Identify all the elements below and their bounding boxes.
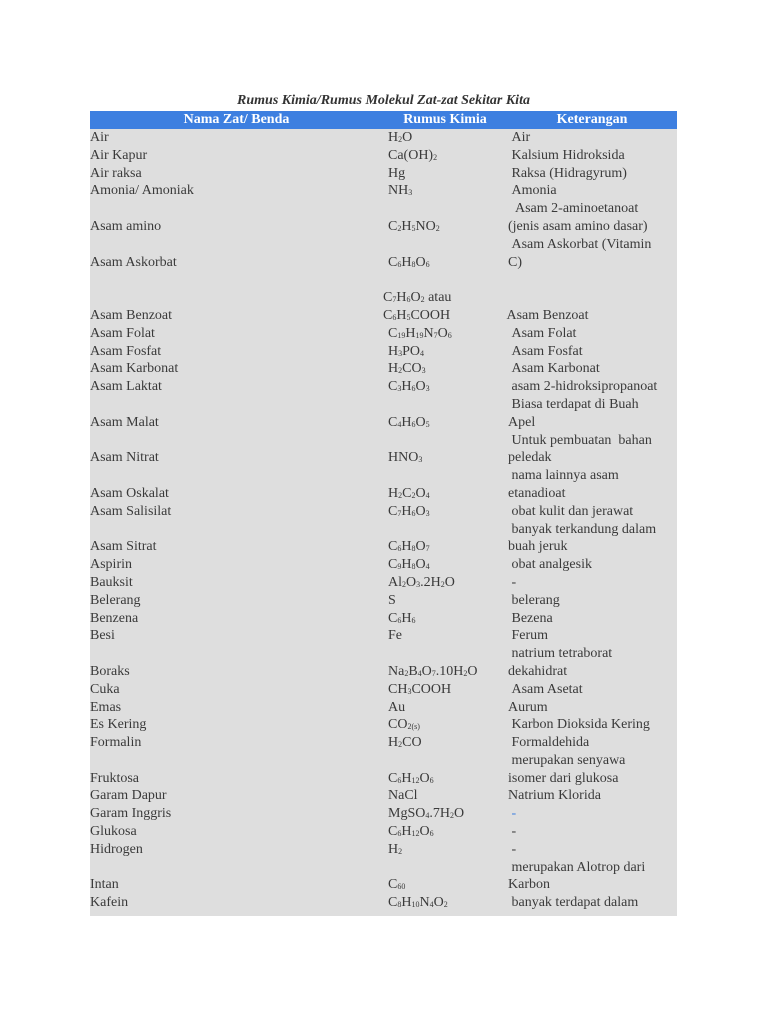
substance-name: Air Kapur	[90, 147, 148, 163]
substance-name: Asam Sitrat	[90, 539, 157, 555]
description: Asam Benzoat	[503, 307, 589, 323]
table-row	[90, 592, 677, 610]
description: natrium tetraborat dekahidrat	[508, 646, 613, 679]
header-name: Nama Zat/ Benda	[183, 112, 290, 127]
chemical-formula: $H_2O$	[388, 130, 413, 145]
chemical-formula: $C_7H_6O_3$	[388, 503, 430, 519]
chemical-formula: $C_2H_5NO_2$	[388, 218, 440, 234]
description: Karbon Dioksida Kering	[508, 717, 650, 733]
description: Raksa (Hidragyrum)	[508, 165, 627, 181]
description: Natrium Klorida	[508, 788, 601, 804]
chemical-formula: $H_2CO$	[388, 735, 422, 751]
description: Asam Folat	[508, 325, 577, 341]
description: obat kulit dan jerawat	[508, 503, 634, 519]
table-row	[90, 200, 677, 236]
chemical-formula: $CO_{2(s)}$	[388, 717, 420, 733]
substance-name: Benzena	[90, 610, 139, 626]
substance-name: Asam Folat	[90, 325, 155, 341]
table-header-row	[90, 111, 677, 129]
chemical-formula: $Ca(OH)_2$	[388, 147, 438, 163]
substance-name: Asam Oskalat	[90, 485, 169, 501]
chemical-formula-table	[90, 111, 677, 916]
table-row	[90, 823, 677, 841]
substance-name: Emas	[90, 699, 122, 715]
chemical-formula: $C_8H_{10}N_4O_2$	[388, 895, 448, 911]
table-row	[90, 360, 677, 378]
description: -	[508, 806, 517, 822]
description: merupakan Alotrop dari Karbon	[508, 859, 646, 893]
table-row	[90, 841, 677, 859]
chemical-formula: $C_{60}$	[388, 877, 406, 893]
description: Biasa terdapat di Buah Apel	[508, 396, 639, 430]
table-row	[90, 289, 677, 325]
substance-name: Air raksa	[90, 165, 142, 181]
substance-name: Asam Malat	[90, 414, 159, 430]
table-row	[90, 645, 677, 681]
table-row	[90, 343, 677, 361]
description: Formaldehida	[508, 735, 590, 751]
table-row	[90, 147, 677, 165]
substance-name: Amonia/ Amoniak	[90, 183, 194, 199]
table-row	[90, 396, 677, 432]
description: asam 2-hidroksipropanoat	[508, 379, 658, 395]
document-title: Rumus Kimia/Rumus Molekul Zat-zat Sekitar Kita	[237, 93, 530, 108]
header-formula: Rumus Kimia	[403, 112, 487, 127]
substance-name: Asam Laktat	[90, 379, 162, 395]
table-row	[90, 859, 677, 895]
chemical-formula: $C_6H_8O_7$	[388, 539, 430, 555]
table-row	[90, 325, 677, 343]
chemical-formula: $CH_3COOH$	[388, 681, 452, 697]
substance-name: Asam amino	[90, 218, 162, 234]
chemical-formula: $H_3PO_4$	[388, 343, 425, 359]
description: Bezena	[508, 610, 553, 626]
chemical-formula: $HNO_3$	[388, 450, 423, 466]
table-row	[90, 627, 677, 645]
substance-name: Formalin	[90, 735, 142, 751]
substance-name: Asam Salisilat	[90, 503, 172, 519]
description: Asam 2-aminoetanoat (jenis asam amino dasar)	[508, 201, 648, 234]
table-row	[90, 129, 677, 147]
chemical-formula: $C_6H_8O_6$	[388, 254, 430, 270]
description: Asam Karbonat	[508, 361, 600, 377]
chemical-formula: $C_4H_6O_5$	[388, 414, 430, 430]
chemical-formula: $Al_2O_3.2H_2O$	[388, 574, 455, 590]
header-description: Keterangan	[556, 112, 628, 127]
chemical-formula: $C_{19}H_{19}N_7O_6$	[388, 325, 452, 341]
chemical-formula: $C_6H_6$	[388, 610, 416, 626]
table-row	[90, 894, 677, 912]
substance-name: Asam Benzoat	[90, 307, 173, 323]
chemical-formula: $C_6H_{12}O_6$	[388, 770, 434, 786]
chemical-formula: $C_3H_6O_3$	[388, 379, 430, 395]
table-body	[90, 129, 677, 916]
table-row	[90, 681, 677, 699]
table-row	[90, 432, 677, 468]
chemical-formula: Au	[388, 699, 406, 715]
substance-name: Garam Inggris	[90, 806, 172, 822]
table-row	[90, 610, 677, 628]
table-row	[90, 236, 677, 289]
description: Asam Askorbat (Vitamin C)	[508, 236, 652, 270]
description: banyak terdapat dalam	[508, 895, 639, 911]
chemical-formula: $H_2CO_3$	[388, 361, 426, 377]
chemical-formula: $Na_2B_4O_7.10H_2O$	[388, 663, 478, 679]
substance-name: Asam Fosfat	[90, 343, 162, 359]
substance-name: Air	[90, 130, 109, 145]
substance-name: Intan	[90, 877, 119, 893]
chemical-formula: $MgSO_4.7H_2O$	[388, 806, 465, 822]
substance-name: Belerang	[90, 592, 141, 608]
table-row	[90, 182, 677, 200]
description: Amonia	[508, 183, 557, 199]
table-row	[90, 503, 677, 521]
substance-name: Boraks	[90, 663, 130, 679]
table-row	[90, 716, 677, 734]
description: belerang	[508, 592, 560, 608]
description: -	[508, 574, 517, 590]
chemical-formula: $C_6H_{12}O_6$	[388, 824, 434, 840]
substance-name: Aspirin	[90, 557, 132, 573]
table-row	[90, 805, 677, 823]
substance-name: Fruktosa	[90, 770, 139, 786]
table-row	[90, 787, 677, 805]
chemical-formula: $H_2$	[388, 841, 403, 857]
description: merupakan senyawa isomer dari glukosa	[508, 752, 626, 786]
substance-name: Asam Askorbat	[90, 254, 177, 270]
description: banyak terkandung dalam buah jeruk	[508, 521, 657, 555]
table-row	[90, 521, 677, 557]
description: Ferum	[508, 628, 549, 644]
chemical-formula: $C_9H_8O_4$	[388, 557, 430, 573]
description: -	[508, 824, 517, 840]
chemical-formula: $H_2C_2O_4$	[388, 485, 430, 501]
description: Aurum	[508, 699, 548, 715]
table-row	[90, 467, 677, 503]
substance-name: Besi	[90, 628, 115, 644]
description: Asam Fosfat	[508, 343, 583, 359]
substance-name: Glukosa	[90, 824, 137, 840]
chemical-formula: S	[388, 592, 396, 608]
table-row	[90, 734, 677, 752]
description: nama lainnya asam etanadioat	[508, 468, 619, 501]
description: Kalsium Hidroksida	[508, 147, 625, 163]
chemical-formula: NaCl	[388, 788, 418, 804]
substance-name: Cuka	[90, 681, 120, 697]
table-row	[90, 699, 677, 717]
substance-name: Hidrogen	[90, 841, 143, 857]
substance-name: Asam Karbonat	[90, 361, 179, 377]
chemical-formula: $NH_3$	[388, 183, 413, 199]
substance-name: Bauksit	[90, 574, 133, 590]
table-row	[90, 556, 677, 574]
substance-name: Kafein	[90, 895, 129, 911]
substance-name: Es Kering	[90, 717, 147, 733]
description: obat analgesik	[508, 557, 592, 573]
table-row	[90, 752, 677, 788]
table-row	[90, 574, 677, 592]
substance-name: Asam Nitrat	[90, 450, 159, 466]
chemical-formula: $C_7H_6O_2$ atau $C_6H_5COOH$	[383, 290, 452, 323]
table-row	[90, 165, 677, 183]
chemical-formula: Fe	[388, 628, 402, 644]
description: Untuk pembuatan bahan peledak	[508, 432, 652, 466]
chemical-formula: Hg	[388, 165, 406, 181]
description: -	[508, 841, 517, 857]
description: Asam Asetat	[508, 681, 583, 697]
substance-name: Garam Dapur	[90, 788, 167, 804]
description: Air	[508, 130, 531, 145]
table-row	[90, 378, 677, 396]
